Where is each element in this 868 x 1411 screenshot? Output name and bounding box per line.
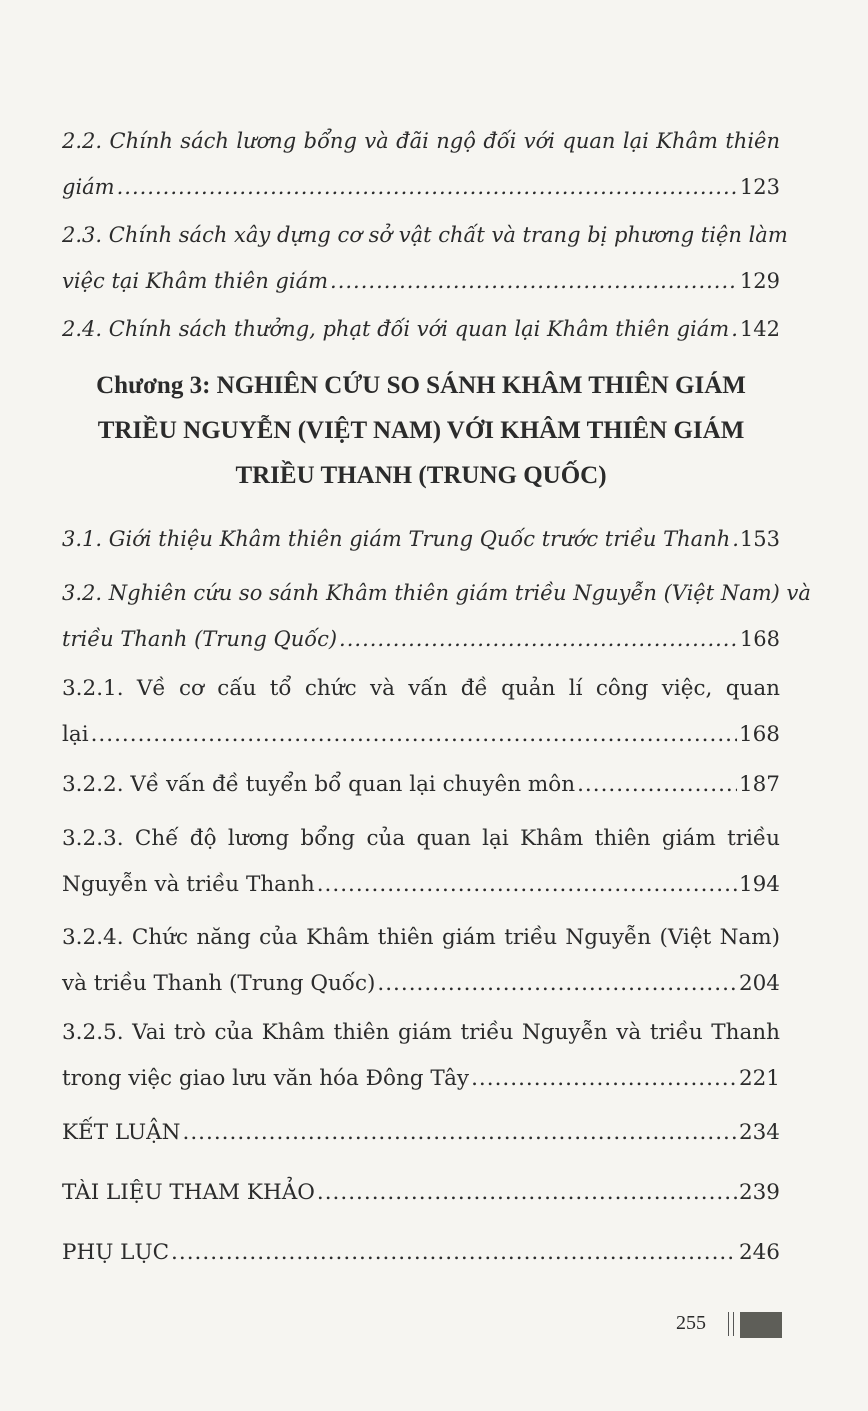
entry-page: 194: [738, 872, 780, 897]
toc-entry: [62, 306, 780, 352]
entry-page: 129: [739, 269, 780, 293]
entry-page: 239: [738, 1180, 780, 1205]
toc-entry: [62, 1230, 780, 1276]
entry-page: 187: [738, 772, 780, 797]
dot-leader: [330, 258, 738, 304]
dot-leader: [183, 1110, 737, 1156]
toc-entry: [62, 570, 811, 662]
entry-title: PHỤ LỤC: [62, 1240, 170, 1265]
dot-leader: [91, 712, 737, 758]
dot-leader: [339, 616, 738, 662]
entry-title: KẾT LUẬN: [62, 1120, 181, 1145]
entry-title: 2.4. Chính sách thưởng, phạt đối với quan lại Khâm thiên giám: [62, 317, 730, 341]
page-marker-lines: [728, 1312, 734, 1336]
toc-entry: [62, 666, 780, 758]
page-number: 255: [676, 1312, 706, 1334]
entry-title-line: 3.2.1. Về cơ cấu tổ chức và vấn đề quản lí công việc, quan: [62, 676, 780, 701]
chapter-3-heading: Chương 3: NGHIÊN CỨU SO SÁNH KHÂM THIÊN GIÁM TRIỀU NGUYỄN (VIỆT NAM) VỚI KHÂM THIÊN GIÁM TRIỀU THANH (TRUNG QUỐC): [96, 372, 746, 489]
dot-leader: [317, 1170, 737, 1216]
entry-title: 3.1. Giới thiệu Khâm thiên giám Trung Quốc trước triều Thanh: [62, 527, 731, 551]
toc-entry: [62, 516, 780, 562]
toc-entry: [62, 1170, 780, 1216]
entry-page: 168: [738, 722, 780, 747]
entry-page: 204: [738, 971, 780, 996]
dot-leader: [732, 516, 738, 562]
entry-title-line: 3.2. Nghiên cứu so sánh Khâm thiên giám triều Nguyễn (Việt Nam) và: [62, 581, 811, 605]
dot-leader: [731, 306, 738, 352]
entry-title: giám: [62, 175, 115, 199]
toc-entry: [62, 915, 780, 1007]
entry-title-line: 2.3. Chính sách xây dựng cơ sở vật chất và trang bị phương tiện làm: [62, 223, 788, 247]
toc-entry: [62, 1110, 780, 1156]
dot-leader: [117, 164, 738, 210]
entry-page: 246: [738, 1240, 780, 1265]
entry-page: 153: [739, 527, 780, 551]
entry-title: Nguyễn và triều Thanh: [62, 872, 315, 897]
entry-page: 142: [739, 317, 780, 341]
entry-title-line: 3.2.5. Vai trò của Khâm thiên giám triều Nguyễn và triều Thanh: [62, 1020, 780, 1045]
entry-title-line: 3.2.4. Chức năng của Khâm thiên giám triều Nguyễn (Việt Nam): [62, 925, 780, 950]
toc-entry: [62, 1010, 780, 1102]
dot-leader: [577, 762, 737, 808]
entry-title-line: 2.2. Chính sách lương bổng và đãi ngộ đối với quan lại Khâm thiên: [62, 129, 780, 153]
entry-title: triều Thanh (Trung Quốc): [62, 627, 338, 651]
dot-leader: [171, 1230, 737, 1276]
entry-page: 168: [739, 627, 780, 651]
entry-title-line: 3.2.3. Chế độ lương bổng của quan lại Khâm thiên giám triều: [62, 826, 780, 851]
entry-title: 3.2.2. Về vấn đề tuyển bổ quan lại chuyên môn: [62, 772, 576, 797]
dot-leader: [317, 862, 737, 908]
entry-page: 123: [739, 175, 780, 199]
entry-title: lại: [62, 722, 89, 747]
toc-entry: [62, 816, 780, 908]
entry-page: 234: [738, 1120, 780, 1145]
entry-title: việc tại Khâm thiên giám: [62, 269, 329, 293]
toc-entry: [62, 118, 780, 210]
page-marker-block: [740, 1312, 782, 1338]
entry-page: 221: [738, 1066, 780, 1091]
entry-title: và triều Thanh (Trung Quốc): [62, 971, 376, 996]
dot-leader: [471, 1056, 737, 1102]
dot-leader: [377, 961, 737, 1007]
toc-entry: [62, 762, 780, 808]
toc-entry: [62, 212, 788, 304]
entry-title: trong việc giao lưu văn hóa Đông Tây: [62, 1066, 470, 1091]
entry-title: TÀI LIỆU THAM KHẢO: [62, 1180, 315, 1205]
